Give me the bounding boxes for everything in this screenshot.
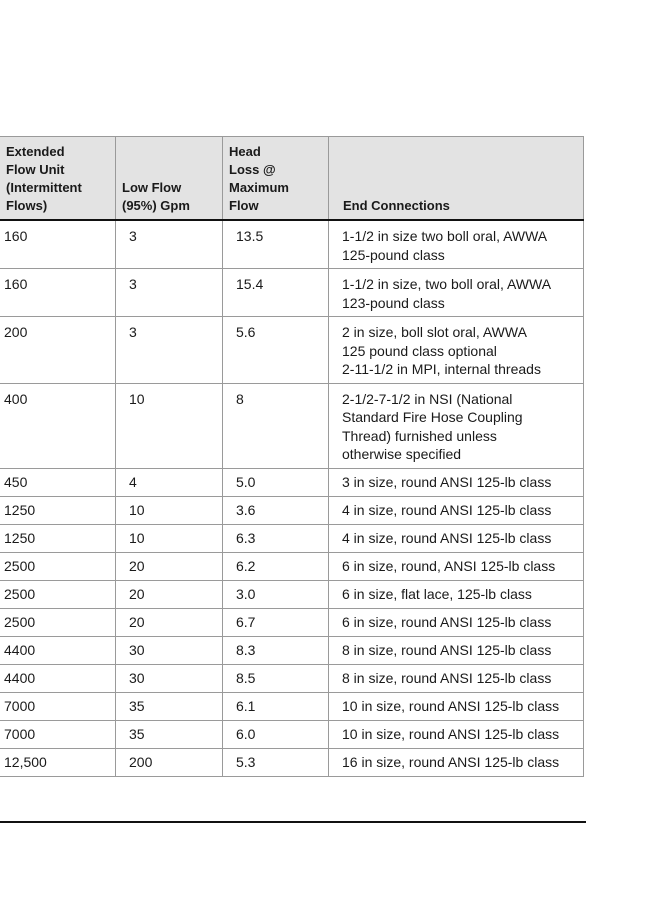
cell-low-flow: 3: [116, 269, 223, 317]
cell-low-flow: 3: [116, 317, 223, 384]
cell-end-connections: 2-1/2-7-1/2 in NSI (National Standard Fire Hose Coupling Thread) furnished unless otherwise specified: [329, 383, 584, 468]
cell-low-flow: 35: [116, 720, 223, 748]
cell-low-flow: 200: [116, 748, 223, 776]
table-row: [0, 383, 584, 468]
cell-flow-unit: 200: [0, 317, 116, 384]
cell-end-connections: 10 in size, round ANSI 125-lb class: [329, 720, 584, 748]
cell-low-flow: 35: [116, 692, 223, 720]
cell-head-loss: 8.5: [223, 664, 329, 692]
cell-end-connections: 6 in size, round, ANSI 125-lb class: [329, 552, 584, 580]
table-row: [0, 720, 584, 748]
cell-flow-unit: 1250: [0, 496, 116, 524]
cell-end-connections: 8 in size, round ANSI 125-lb class: [329, 664, 584, 692]
cell-head-loss: 8.3: [223, 636, 329, 664]
cell-low-flow: 10: [116, 383, 223, 468]
table-row: [0, 496, 584, 524]
cell-end-connections: 10 in size, round ANSI 125-lb class: [329, 692, 584, 720]
header-end-connections: End Connections: [329, 137, 584, 221]
cell-end-connections: 2 in size, boll slot oral, AWWA 125 pound class optional 2-11-1/2 in MPI, internal threads: [329, 317, 584, 384]
cell-end-connections: 6 in size, round ANSI 125-lb class: [329, 608, 584, 636]
cell-head-loss: 8: [223, 383, 329, 468]
cell-low-flow: 30: [116, 636, 223, 664]
cell-end-connections: 8 in size, round ANSI 125-lb class: [329, 636, 584, 664]
cell-head-loss: 3.0: [223, 580, 329, 608]
header-extended-flow-unit: Extended Flow Unit (Intermittent Flows): [0, 137, 116, 221]
flow-specification-table: [0, 136, 584, 777]
table-row: [0, 664, 584, 692]
table-row: [0, 220, 584, 269]
cell-flow-unit: 160: [0, 220, 116, 269]
cell-head-loss: 5.3: [223, 748, 329, 776]
cell-end-connections: 1-1/2 in size two boll oral, AWWA 125-pound class: [329, 220, 584, 269]
cell-end-connections: 4 in size, round ANSI 125-lb class: [329, 524, 584, 552]
cell-head-loss: 5.0: [223, 468, 329, 496]
table-row: [0, 317, 584, 384]
cell-flow-unit: 400: [0, 383, 116, 468]
cell-head-loss: 6.2: [223, 552, 329, 580]
cell-head-loss: 6.0: [223, 720, 329, 748]
cell-flow-unit: 2500: [0, 608, 116, 636]
cell-flow-unit: 160: [0, 269, 116, 317]
table-row: [0, 608, 584, 636]
cell-low-flow: 30: [116, 664, 223, 692]
header-low-flow: Low Flow (95%) Gpm: [116, 137, 223, 221]
cell-head-loss: 15.4: [223, 269, 329, 317]
cell-low-flow: 20: [116, 608, 223, 636]
cell-head-loss: 6.3: [223, 524, 329, 552]
specification-table-container: [0, 136, 583, 777]
table-header: [0, 137, 584, 221]
table-row: [0, 692, 584, 720]
cell-flow-unit: 4400: [0, 664, 116, 692]
cell-flow-unit: 450: [0, 468, 116, 496]
cell-flow-unit: 7000: [0, 720, 116, 748]
cell-flow-unit: 4400: [0, 636, 116, 664]
table-row: [0, 468, 584, 496]
cell-head-loss: 13.5: [223, 220, 329, 269]
cell-flow-unit: 2500: [0, 552, 116, 580]
cell-end-connections: 16 in size, round ANSI 125-lb class: [329, 748, 584, 776]
cell-low-flow: 4: [116, 468, 223, 496]
cell-low-flow: 20: [116, 580, 223, 608]
cell-low-flow: 10: [116, 496, 223, 524]
table-row: [0, 524, 584, 552]
cell-end-connections: 1-1/2 in size, two boll oral, AWWA 123-pound class: [329, 269, 584, 317]
cell-head-loss: 6.1: [223, 692, 329, 720]
cell-low-flow: 3: [116, 220, 223, 269]
cell-flow-unit: 12,500: [0, 748, 116, 776]
cell-flow-unit: 7000: [0, 692, 116, 720]
cell-head-loss: 6.7: [223, 608, 329, 636]
cell-low-flow: 20: [116, 552, 223, 580]
table-row: [0, 552, 584, 580]
cell-flow-unit: 2500: [0, 580, 116, 608]
cell-end-connections: 6 in size, flat lace, 125-lb class: [329, 580, 584, 608]
cell-end-connections: 4 in size, round ANSI 125-lb class: [329, 496, 584, 524]
bottom-rule-divider: [0, 821, 586, 823]
header-head-loss: Head Loss @ Maximum Flow: [223, 137, 329, 221]
table-body: [0, 220, 584, 776]
table-row: [0, 636, 584, 664]
cell-end-connections: 3 in size, round ANSI 125-lb class: [329, 468, 584, 496]
header-row: [0, 137, 584, 221]
cell-flow-unit: 1250: [0, 524, 116, 552]
table-row: [0, 580, 584, 608]
cell-head-loss: 5.6: [223, 317, 329, 384]
table-row: [0, 269, 584, 317]
cell-head-loss: 3.6: [223, 496, 329, 524]
cell-low-flow: 10: [116, 524, 223, 552]
table-row: [0, 748, 584, 776]
